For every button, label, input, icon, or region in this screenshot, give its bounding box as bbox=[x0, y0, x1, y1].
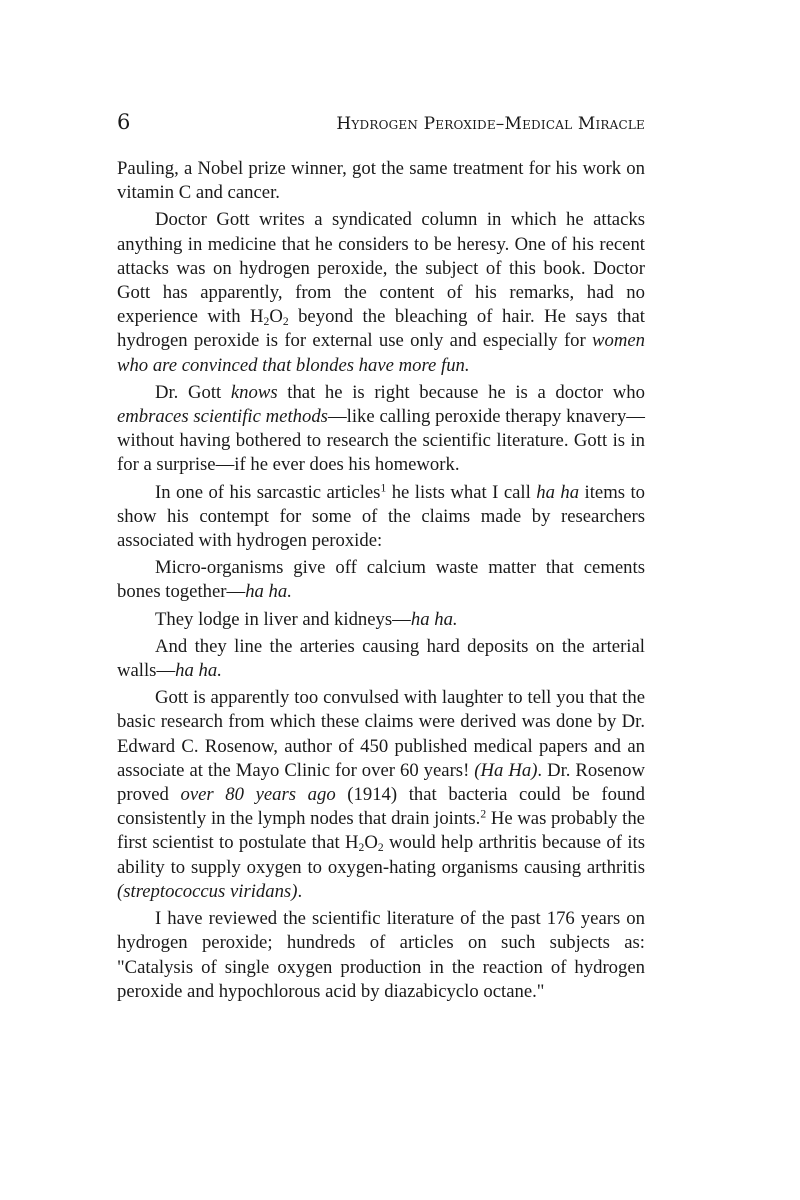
text-run: Micro-organisms give off calcium waste matter that cements bones together— bbox=[117, 557, 645, 603]
italic-run: (Ha Ha) bbox=[474, 759, 538, 781]
text-run: Pauling, a Nobel prize winner, got the same treatment for his work on vitamin C and cancer. bbox=[117, 158, 645, 204]
paragraph-9 bbox=[117, 907, 645, 1004]
text-run: would help arthritis because of its ability to supply oxygen to oxygen-hating organisms causing arthritis bbox=[117, 832, 645, 878]
paragraph-3 bbox=[117, 381, 645, 478]
paragraph-7 bbox=[117, 635, 645, 683]
italic-run: ha ha. bbox=[245, 581, 292, 603]
italic-run: ha ha. bbox=[410, 608, 458, 630]
text-run: beyond the bleaching of hair. He says that hydrogen peroxide is for external use only and especially for bbox=[117, 306, 645, 352]
page-header bbox=[117, 110, 645, 134]
body-text bbox=[117, 157, 645, 1007]
text-run: . Dr. Rosenow proved bbox=[117, 759, 645, 806]
text-run: (1914) that bacteria could be found consistently in the lymph nodes that drain joints. bbox=[117, 784, 645, 830]
paragraph-5 bbox=[117, 556, 645, 604]
italic-run: women who are convinced that blondes have more fun. bbox=[117, 330, 645, 376]
page-number: 6 bbox=[117, 110, 131, 134]
paragraph-4 bbox=[117, 481, 645, 554]
text-run: I have reviewed the scientific literature of the past 176 years on hydrogen peroxide; hundreds of articles on such subjects as: "Catalysis of single oxygen production in the reaction of hydrogen peroxide and hypochlorous acid by diazabicyclo octane." bbox=[117, 908, 645, 1002]
text-run: Gott is apparently too convulsed with laughter to tell you that the basic research from which these claims were derived was done by Dr. Edward C. Rosenow, author of 450 published medical papers and an associate at the Mayo Clinic for over 60 years! bbox=[117, 687, 645, 781]
text-run: he lists what I call bbox=[386, 481, 537, 503]
italic-run: knows bbox=[230, 381, 278, 403]
text-run: In one of his sarcastic articles bbox=[155, 481, 381, 503]
text-run: Doctor Gott writes a syndicated column in which he attacks anything in medicine that he considers to be heresy. One of his recent attacks was on hydrogen peroxide, the subject of this book. Doctor Gott has apparently, from the content of his remarks, had no experience with bbox=[117, 209, 645, 328]
text-run: They lodge in liver and kidneys— bbox=[155, 608, 411, 630]
text-run: items to show his contempt for some of the claims made by researchers associated with hydrogen peroxide: bbox=[117, 481, 646, 552]
text-run: —like calling peroxide therapy knavery—without having bothered to research the scientific literature. Gott is in for a surprise—if he ever does his homework. bbox=[117, 406, 645, 476]
text-run: Dr. Gott bbox=[155, 381, 231, 403]
italic-run: (streptococcus viridans) bbox=[117, 880, 298, 902]
footnote-ref-2: 2 bbox=[480, 807, 487, 821]
text-run: that he is right because he is a doctor who bbox=[277, 381, 645, 403]
italic-run: embraces scientific methods bbox=[117, 406, 328, 428]
text-run: He was probably the first scientist to postulate that bbox=[117, 808, 645, 854]
italic-run: ha ha bbox=[536, 481, 580, 503]
paragraph-6 bbox=[117, 608, 645, 632]
paragraph-1 bbox=[117, 157, 645, 205]
paragraph-2 bbox=[117, 208, 645, 377]
footnote-ref-1: 1 bbox=[380, 481, 387, 495]
text-run: . bbox=[297, 880, 303, 902]
h2o2-formula: $H_2O_2$ bbox=[345, 832, 384, 855]
paragraph-8 bbox=[117, 686, 645, 904]
running-title: Hydrogen Peroxide–Medical Miracle bbox=[336, 114, 645, 134]
italic-run: ha ha. bbox=[175, 660, 222, 682]
italic-run: over 80 years ago bbox=[180, 784, 336, 806]
h2o2-formula: $H_2O_2$ bbox=[250, 306, 289, 329]
text-run: And they line the arteries causing hard deposits on the arterial walls— bbox=[117, 635, 645, 682]
